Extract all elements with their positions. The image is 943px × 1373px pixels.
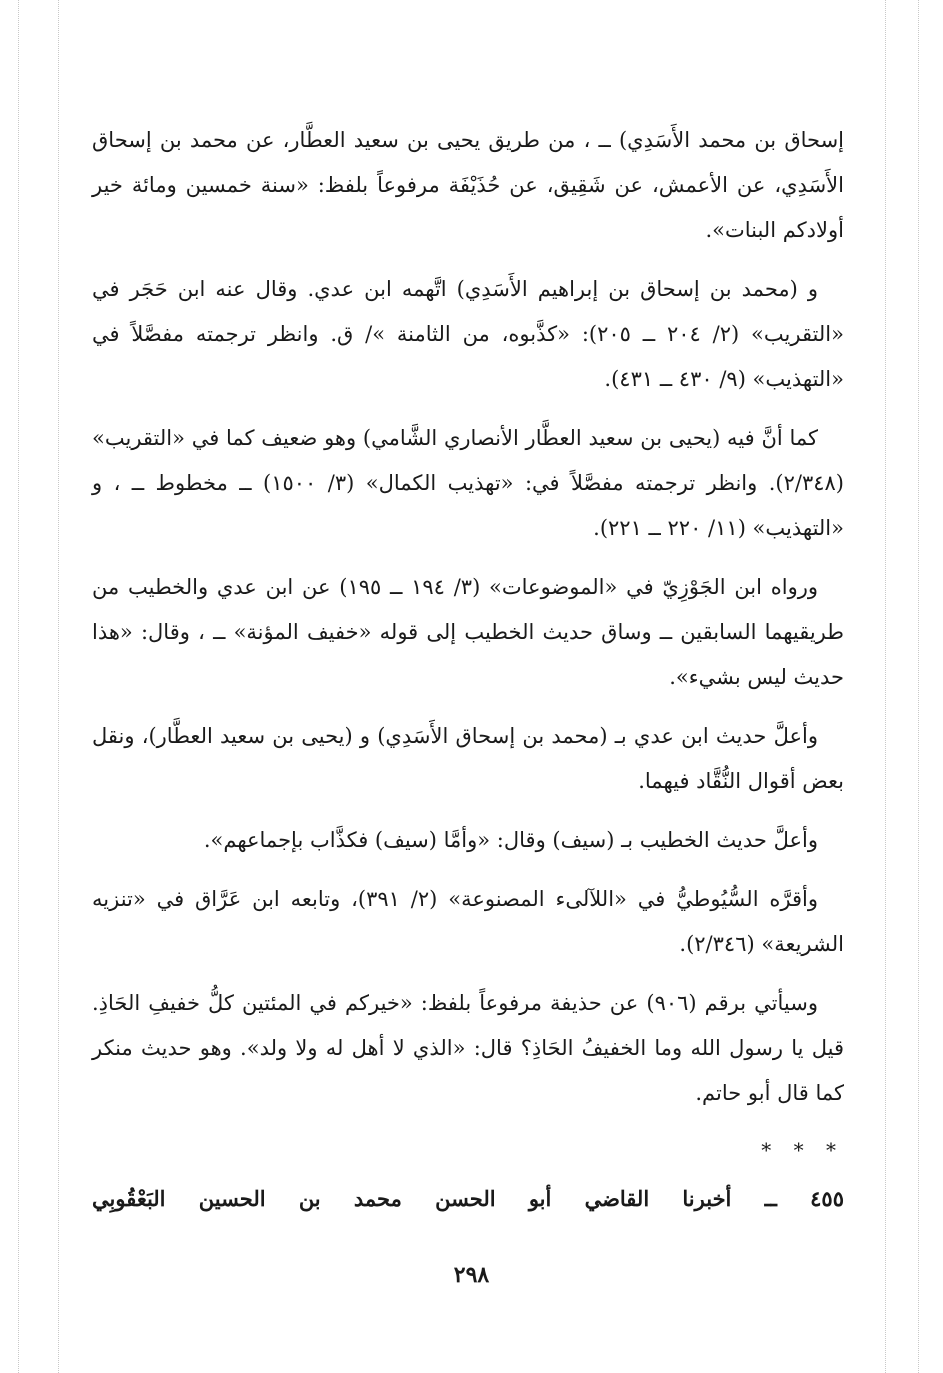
paragraph: ورواه ابن الجَوْزِيّ في «الموضوعات» (٣/ ١٩٤ ــ ١٩٥) عن ابن عدي والخطيب من طريقيهما السابقين ــ وساق حديث الخطيب إلى قوله «خفيف المؤنة» ــ ، وقال: «هذا حديث ليس بشيء». bbox=[92, 575, 844, 689]
paragraph-continuation: إسحاق بن محمد الأَسَدِي) ــ ، من طريق يحيى بن سعيد العطَّار، عن محمد بن إسحاق الأَسَدِي، عن الأعمش، عن شَقِيق، عن حُذَيْفَة مرفوعاً بلفظ: «سنة خمسين ومائة خير أولادكم البنات». bbox=[92, 128, 844, 242]
page-number: ٢٩٨ bbox=[453, 1262, 490, 1288]
scan-edge-line bbox=[58, 0, 59, 1373]
paragraph: وأقرَّه السُّيُوطيُّ في «اللآلىء المصنوعة» (٢/ ٣٩١)، وتابعه ابن عَرَّاق في «تنزيه الشريعة» (٢/٣٤٦). bbox=[92, 887, 844, 956]
main-text bbox=[92, 118, 844, 1221]
scan-edge-line bbox=[918, 0, 919, 1373]
hadith-entry-heading: ٤٥٥ ــ أخبرنا القاضي أبو الحسن محمد بن الحسين البَعْقُوبِي bbox=[92, 1186, 844, 1211]
paragraph: وأعلَّ حديث الخطيب بـ (سيف) وقال: «وأمَّا (سيف) فكذَّاب بإجماعهم». bbox=[203, 828, 818, 852]
scan-edge-line bbox=[885, 0, 886, 1373]
section-separator: * * * bbox=[761, 1138, 844, 1162]
paragraph: كما أنَّ فيه (يحيى بن سعيد العطَّار الأنصاري الشَّامي) وهو ضعيف كما في «التقريب» (٢/٣٤٨). وانظر ترجمته مفصَّلاً في: «تهذيب الكمال» (٣/ ١٥٠٠) ــ مخطوط ــ ، و «التهذيب» (١١/ ٢٢٠ ــ ٢٢١). bbox=[92, 426, 844, 540]
paragraph: و (محمد بن إسحاق بن إبراهيم الأَسَدِي) اتَّهمه ابن عدي. وقال عنه ابن حَجَر في «التقريب» (٢/ ٢٠٤ ــ ٢٠٥): «كذَّبوه، من الثامنة »/ ق. وانظر ترجمته مفصَّلاً في «التهذيب» (٩/ ٤٣٠ ــ ٤٣١). bbox=[92, 277, 844, 391]
paragraph: وأعلَّ حديث ابن عدي بـ (محمد بن إسحاق الأَسَدِي) و (يحيى بن سعيد العطَّار)، ونقل بعض أقوال النُّقَّاد فيهما. bbox=[92, 724, 844, 793]
paragraph: وسيأتي برقم (٩٠٦) عن حذيفة مرفوعاً بلفظ: «خيركم في المئتين كلُّ خفيفِ الحَاذِ. قيل يا رسول الله وما الخفيفُ الحَاذِ؟ قال: «الذي لا أهل له ولا ولد». وهو حديث منكر كما قال أبو حاتم. bbox=[92, 991, 844, 1105]
scan-edge-line bbox=[18, 0, 19, 1373]
